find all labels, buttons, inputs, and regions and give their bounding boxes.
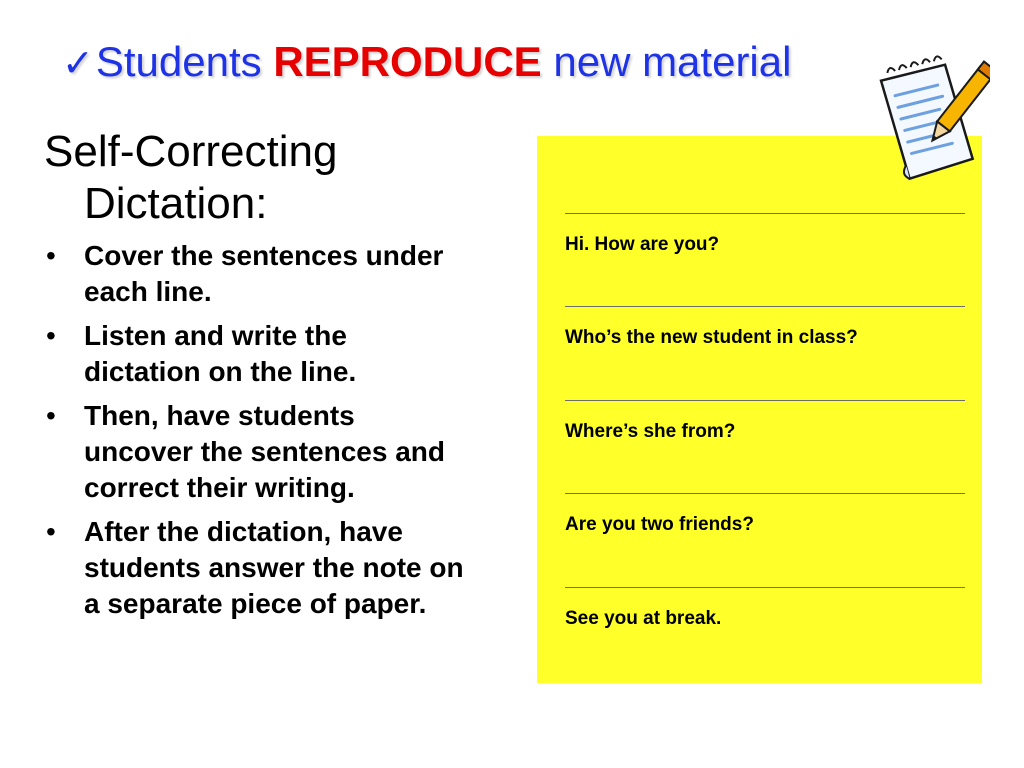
instructions-panel xyxy=(44,126,464,630)
note-sentence: Where’s she from? xyxy=(565,421,736,442)
instruction-item xyxy=(44,238,464,310)
bullet-icon: • xyxy=(46,400,56,431)
note-sentence: See you at break. xyxy=(565,608,722,629)
instruction-text: After the dictation, have students answer the note on a separate piece of paper. xyxy=(84,516,464,619)
section-heading: Self-Correcting Dictation: xyxy=(44,127,338,228)
bullet-icon: • xyxy=(46,240,56,271)
note-sentence: Hi. How are you? xyxy=(565,234,720,255)
title-part-2: new material xyxy=(541,38,792,85)
note-sentence: Are you two friends? xyxy=(565,514,754,535)
instruction-list xyxy=(44,238,464,622)
checkmark-icon: ✓ xyxy=(62,41,94,85)
note-line xyxy=(565,493,965,535)
bullet-icon: • xyxy=(46,516,56,547)
bullet-icon: • xyxy=(46,320,56,351)
instruction-item xyxy=(44,318,464,390)
dictation-note xyxy=(537,136,982,683)
instruction-text: Listen and write the dictation on the line. xyxy=(84,320,357,387)
note-line xyxy=(565,400,965,442)
title-emphasis: REPRODUCE xyxy=(273,38,542,85)
instruction-text: Then, have students uncover the sentences and correct their writing. xyxy=(84,400,446,503)
notepad-pencil-icon xyxy=(870,50,990,185)
instruction-item xyxy=(44,398,464,506)
note-line xyxy=(565,306,965,348)
note-line xyxy=(565,213,965,255)
title-part-1: Students xyxy=(95,38,274,85)
note-line xyxy=(565,587,965,629)
instruction-item xyxy=(44,514,464,622)
instruction-text: Cover the sentences under each line. xyxy=(84,240,444,307)
slide-title xyxy=(62,34,791,90)
note-sentence: Who’s the new student in class? xyxy=(565,327,858,348)
